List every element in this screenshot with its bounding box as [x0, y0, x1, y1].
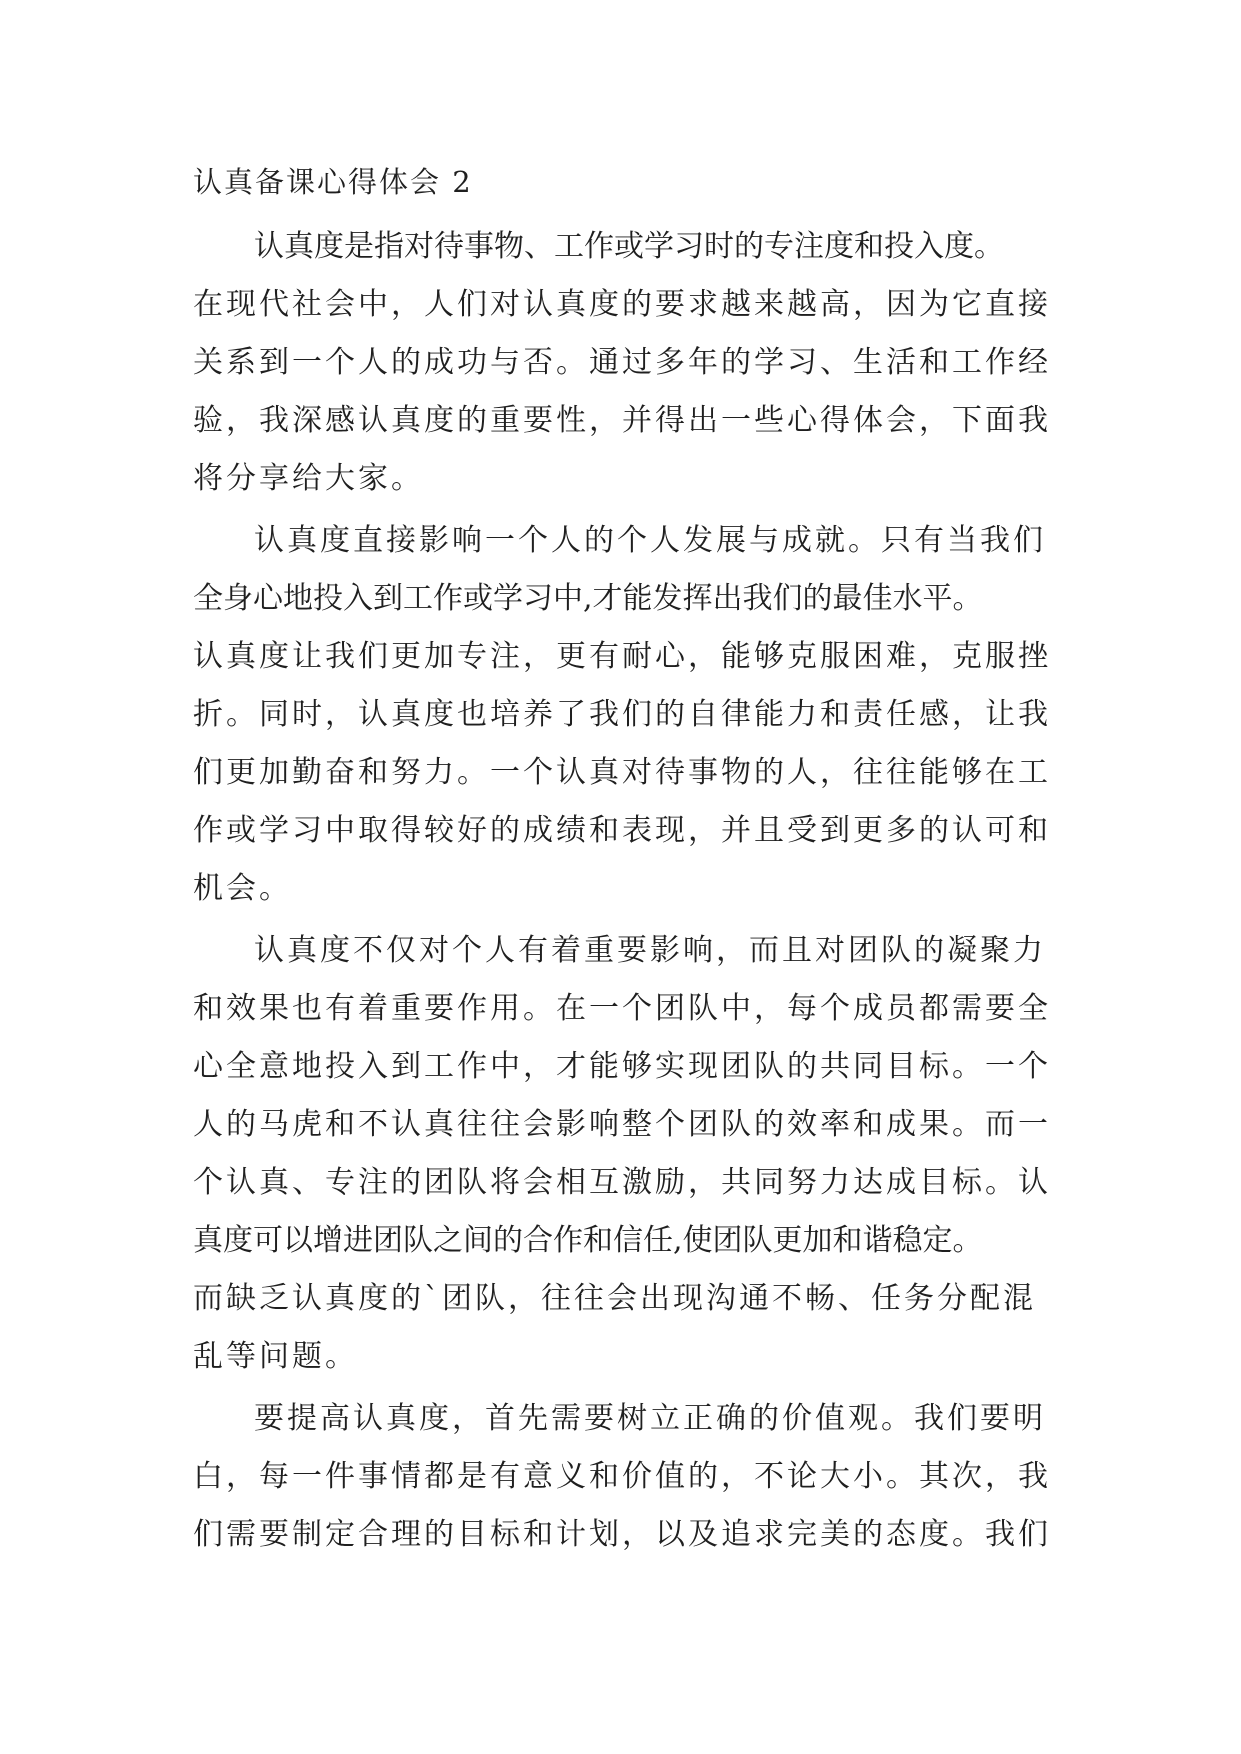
text-line: 心全意地投入到工作中，才能够实现团队的共同目标。一个	[193, 1049, 1051, 1084]
text-line: 认真度不仅对个人有着重要影响，而且对团队的凝聚力	[254, 933, 1046, 968]
text-line: 认真度是指对待事物、工作或学习时的专注度和投入度。	[254, 229, 1004, 264]
text-line: 验，我深感认真度的重要性，并得出一些心得体会，下面我	[193, 403, 1051, 438]
text-line: 全身心地投入到工作或学习中,才能发挥出我们的最佳水平。	[193, 581, 983, 616]
text-line: 认真度直接影响一个人的个人发展与成就。只有当我们	[254, 523, 1046, 558]
text-line: 白，每一件事情都是有意义和价值的，不论大小。其次，我	[193, 1459, 1051, 1494]
text-line: 折。同时，认真度也培养了我们的自律能力和责任感，让我	[193, 697, 1051, 732]
text-line: 和效果也有着重要作用。在一个团队中，每个成员都需要全	[193, 991, 1051, 1026]
text-line: 作或学习中取得较好的成绩和表现，并且受到更多的认可和	[193, 813, 1051, 848]
text-line: 真度可以增进团队之间的合作和信任,使团队更加和谐稳定。	[193, 1223, 983, 1258]
text-line: 人的马虎和不认真往往会影响整个团队的效率和成果。而一	[193, 1107, 1051, 1142]
text-line: 关系到一个人的成功与否。通过多年的学习、生活和工作经	[193, 345, 1051, 380]
text-line: 将分享给大家。	[193, 461, 424, 496]
text-line: 们需要制定合理的目标和计划，以及追求完美的态度。我们	[193, 1517, 1051, 1552]
document-body	[193, 218, 1053, 1564]
text-line: 乱等问题。	[193, 1339, 358, 1374]
text-line: 机会。	[193, 871, 292, 906]
text-line: 要提高认真度，首先需要树立正确的价值观。我们要明	[254, 1401, 1046, 1436]
text-line: 在现代社会中，人们对认真度的要求越来越高，因为它直接	[193, 287, 1051, 322]
text-line: 认真度让我们更加专注，更有耐心，能够克服困难，克服挫	[193, 639, 1051, 674]
text-line: 而缺乏认真度的`团队，往往会出现沟通不畅、任务分配混	[193, 1281, 1036, 1316]
text-line: 个认真、专注的团队将会相互激励，共同努力达成目标。认	[193, 1165, 1051, 1200]
text-line: 们更加勤奋和努力。一个认真对待事物的人，往往能够在工	[193, 755, 1051, 790]
document-title: 认真备课心得体会 2	[193, 165, 473, 199]
